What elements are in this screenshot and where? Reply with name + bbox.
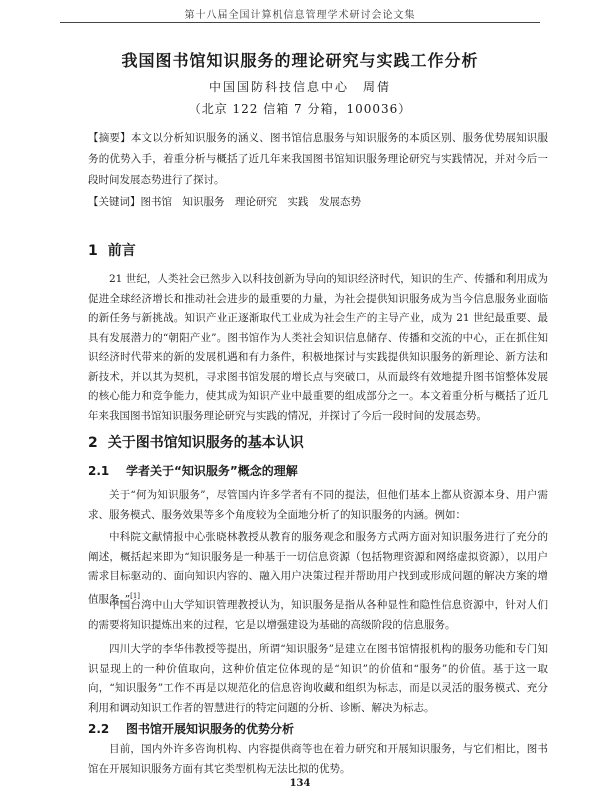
subsection-title: 学者关于“知识服务”概念的理解 — [126, 464, 298, 478]
citation: [1] — [130, 591, 141, 600]
paragraph-text: 中科院文献情报中心张晓林教授从教育的服务观念和服务方式两方面对知识服务进行了充分的阐述，概括起来即为“知识服务是一种基于一切信息资源（包括物理资源和网络虚拟资源），以用户需求目标驱动的、面向知识内容的、融入用户决策过程并帮助用户找到或形成问题的解决方案的增值服务。” — [88, 531, 548, 605]
subsection-2-2-heading — [88, 720, 294, 737]
subsection-number: 2.1 — [88, 464, 110, 478]
author-line: 中国国防科技信息中心 周倩 — [208, 80, 391, 94]
keywords — [88, 192, 548, 212]
paragraph: 关于“何为知识服务”，尽管国内许多学者有不同的提法，但他们基本上都从资源本身、用户需求、服务模式、服务效果等多个角度较为全面地分析了的知识服务的内涵。例如： — [88, 489, 548, 521]
paragraph: 四川大学的李华伟教授等提出，所谓“知识服务”是建立在图书馆情报机构的服务功能和专门知识显现上的一种价值取向，这种价值定位体现的是“知识”的价值和“服务”的价值。基于这一取向，“知识服务”工作不再是以规范化的信息咨询收藏和组织为标志，而是以灵活的服务模式、充分利用和调动知识工作者的智慧进行的特定问题的分析、诊断、解决为标志。 — [88, 643, 548, 714]
section-title: 前言 — [107, 243, 136, 259]
abstract-label: 【摘要】 — [88, 132, 131, 144]
intro-paragraph: 21 世纪，人类社会已然步入以科技创新为导向的知识经济时代，知识的生产、传播和利用成为促进全球经济增长和推动社会进步的最重要的力量，为社会提供知识服务成为当今信息服务业面临的新任务与新挑战。知识产业正逐渐取代工业成为社会生产的主导产业，成为 21 世纪最重要、最具有发展潜力的“朝阳产业”。图书馆作为人类社会知识信息储存、传播和交流的中心，正在抓住知识经济时代带来的新的发展机遇和有力条件，积极地探讨与实践提供知识服务的新理论、新方法和新技术，并以其为契机，寻求图书馆发展的增长点与突破口，从而最终有效地提升图书馆整体发展的核心能力和竞争能力，使其成为知识产业中最重要的组成部分之一。本文着重分析与概括了近几年来我国图书馆知识服务理论研究与实践的情况，并探讨了今后一段时间的发展态势。 — [88, 273, 548, 422]
section-1-heading — [88, 240, 136, 260]
subsection-2-1-heading — [88, 462, 298, 479]
section-title: 关于图书馆知识服务的基本认识 — [107, 435, 304, 451]
header-rule — [60, 22, 540, 23]
author-address: （北京 122 信箱 7 分箱，100036） — [188, 102, 412, 116]
section-number: 1 — [88, 243, 98, 259]
paragraph: 中国台湾中山大学知识管理教授认为，知识服务是指从各种显性和隐性信息资源中，针对人们的需要将知识提炼出来的过程，它是以增强建设为基础的高级阶段的信息服务。 — [88, 599, 548, 631]
subsection-number: 2.2 — [88, 722, 110, 736]
section-number: 2 — [88, 435, 98, 451]
section-2-heading — [88, 432, 304, 452]
abstract — [88, 128, 548, 191]
keywords-label: 【关键词】 — [88, 196, 141, 208]
page-number: 134 — [289, 778, 311, 789]
running-head: 第十八届全国计算机信息管理学术研讨会论文集 — [184, 10, 416, 21]
keywords-text: 图书馆 知识服务 理论研究 实践 发展态势 — [140, 196, 361, 208]
subsection-title: 图书馆开展知识服务的优势分析 — [126, 722, 295, 736]
abstract-text: 本文以分析知识服务的涵义、图书馆信息服务与知识服务的本质区别、服务优势展知识服务的优势入手，着重分析与概括了近几年来我国图书馆知识服务理论研究与实践情况，并对今后一段时间发展态势进行了探讨。 — [88, 132, 549, 186]
paper-title: 我国图书馆知识服务的理论研究与实践工作分析 — [121, 51, 479, 70]
paragraph: 目前，国内外许多咨询机构、内容提供商等也在着力研究和开展知识服务，与它们相比，图书馆在开展知识服务方面有其它类型机构无法比拟的优势。 — [88, 743, 548, 775]
